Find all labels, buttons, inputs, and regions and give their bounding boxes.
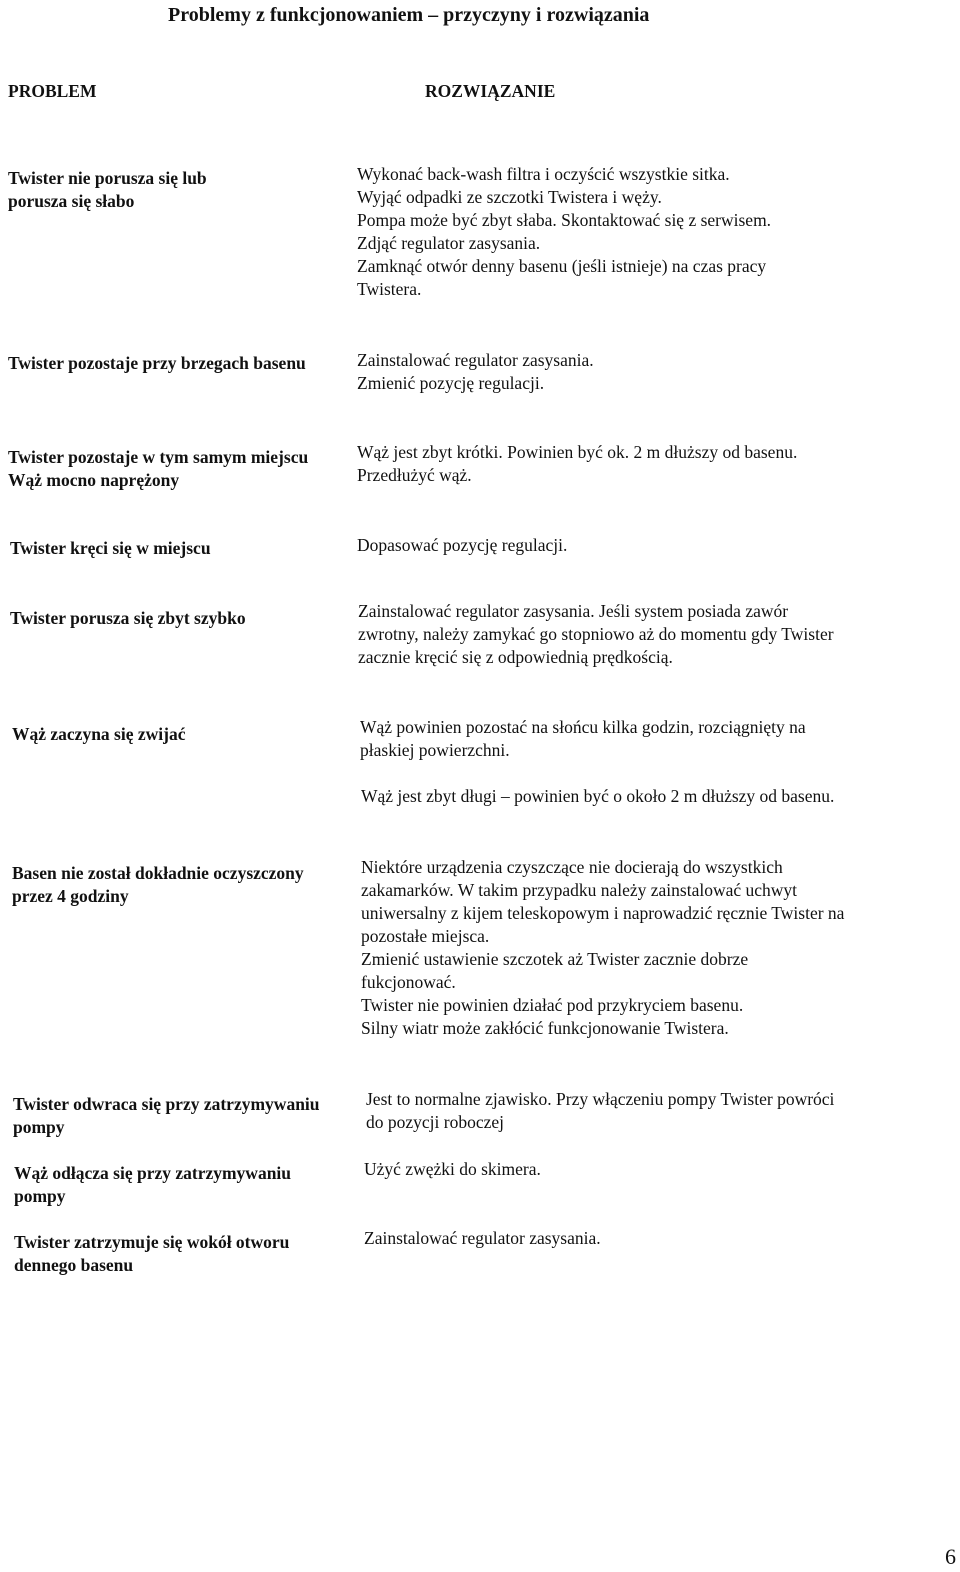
problem-text: [8, 167, 207, 213]
problem-line: Twister pozostaje przy brzegach basenu: [8, 353, 306, 373]
problem-text: [12, 862, 304, 908]
problem-line: Wąż mocno naprężony: [8, 470, 180, 490]
solution-line: Wąż powinien pozostać na słońcu kilka godzin, rozciągnięty na: [360, 717, 806, 737]
solution-line: Zamknąć otwór denny basenu (jeśli istnieje) na czas pracy: [357, 256, 767, 276]
solution-line: Niektóre urządzenia czyszczące nie docierają do wszystkich: [361, 857, 783, 877]
solution-line: zacznie kręcić się z odpowiednią prędkością.: [358, 647, 673, 667]
problem-line: porusza się słabo: [8, 191, 135, 211]
solution-line: Wąż jest zbyt długi – powinien być o około 2 m dłuższy od basenu.: [361, 786, 835, 806]
solution-line: Twistera.: [357, 279, 422, 299]
solution-line: zwrotny, należy zamykać go stopniowo aż do momentu gdy Twister: [358, 624, 834, 644]
solution-line: Zainstalować regulator zasysania.: [364, 1228, 601, 1248]
solution-line: Twister nie powinien działać pod przykryciem basenu.: [361, 995, 744, 1015]
problem-line: Twister zatrzymuje się wokół otworu: [14, 1232, 290, 1252]
solution-line: Jest to normalne zjawisko. Przy włączeniu pompy Twister powróci: [366, 1089, 835, 1109]
solution-line: Przedłużyć wąż.: [357, 465, 472, 485]
problem-line: Twister porusza się zbyt szybko: [10, 608, 246, 628]
solution-line: zakamarków. W takim przypadku należy zainstalować uchwyt: [361, 880, 798, 900]
problem-column-header: PROBLEM: [8, 81, 97, 101]
solution-text: [366, 1088, 834, 1134]
solution-text: [364, 1158, 541, 1181]
problem-text: [12, 723, 185, 746]
solution-line: Zmienić pozycję regulacji.: [357, 373, 545, 393]
solution-text: [364, 1227, 601, 1250]
page-number: 6: [945, 1544, 956, 1569]
solution-line: Pompa może być zbyt słaba. Skontaktować się z serwisem.: [357, 210, 772, 230]
problem-text: [10, 607, 246, 630]
problem-line: Wąż odłącza się przy zatrzymywaniu: [14, 1163, 292, 1183]
problem-line: Twister nie porusza się lub: [8, 168, 207, 188]
page-title: Problemy z funkcjonowaniem – przyczyny i rozwiązania: [168, 4, 650, 26]
solution-line: do pozycji roboczej: [366, 1112, 505, 1132]
problem-text: [14, 1162, 291, 1208]
solution-line: fukcjonować.: [361, 972, 456, 992]
problem-line: Basen nie został dokładnie oczyszczony: [12, 863, 304, 883]
solution-column-header: ROZWIĄZANIE: [425, 81, 556, 101]
solution-text: [361, 785, 834, 808]
solution-text: [357, 163, 771, 301]
problem-text: [14, 1231, 289, 1277]
problem-line: Twister pozostaje w tym samym miejscu: [8, 447, 309, 467]
problem-line: przez 4 godziny: [12, 886, 129, 906]
problem-text: [13, 1093, 320, 1139]
solution-line: Zainstalować regulator zasysania.: [357, 350, 594, 370]
solution-text: [357, 441, 797, 487]
solution-line: Zainstalować regulator zasysania. Jeśli system posiada zawór: [358, 601, 789, 621]
solution-text: [357, 349, 594, 395]
solution-text: [360, 716, 806, 762]
problem-text: [10, 537, 211, 560]
solution-line: Użyć zwężki do skimera.: [364, 1159, 541, 1179]
problem-line: Wąż zaczyna się zwijać: [12, 724, 186, 744]
problem-line: pompy: [13, 1117, 65, 1137]
solution-line: Wyjąć odpadki ze szczotki Twistera i węży.: [357, 187, 662, 207]
problem-line: dennego basenu: [14, 1255, 134, 1275]
solution-text: [361, 856, 844, 1040]
solution-text: [358, 600, 834, 669]
solution-line: pozostałe miejsca.: [361, 926, 490, 946]
solution-line: uniwersalny z kijem teleskopowym i naprowadzić ręcznie Twister na: [361, 903, 845, 923]
solution-line: płaskiej powierzchni.: [360, 740, 510, 760]
solution-line: Dopasować pozycję regulacji.: [357, 535, 568, 555]
solution-line: Zmienić ustawienie szczotek aż Twister zacznie dobrze: [361, 949, 749, 969]
solution-line: Wąż jest zbyt krótki. Powinien być ok. 2 m dłuższy od basenu.: [357, 442, 798, 462]
solution-line: Silny wiatr może zakłócić funkcjonowanie Twistera.: [361, 1018, 729, 1038]
problem-text: [8, 352, 306, 375]
problem-line: pompy: [14, 1186, 66, 1206]
solution-line: Zdjąć regulator zasysania.: [357, 233, 541, 253]
problem-line: Twister odwraca się przy zatrzymywaniu: [13, 1094, 320, 1114]
solution-text: [357, 534, 567, 557]
solution-line: Wykonać back-wash filtra i oczyścić wszystkie sitka.: [357, 164, 730, 184]
problem-text: [8, 446, 308, 492]
problem-line: Twister kręci się w miejscu: [10, 538, 211, 558]
